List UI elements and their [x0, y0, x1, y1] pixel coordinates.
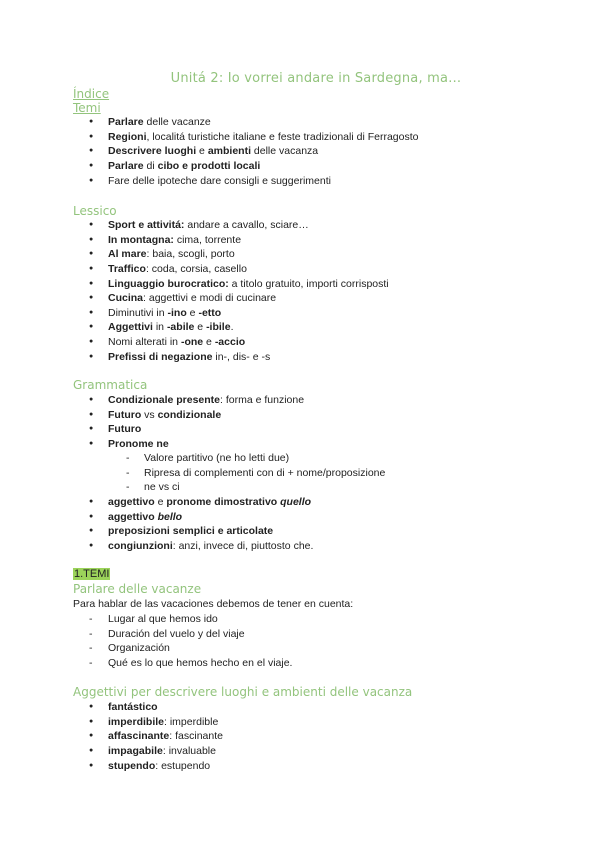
text-run: aggettivo — [108, 510, 158, 523]
text-run: : baia, scogli, porto — [146, 248, 235, 261]
parlare-heading: Parlare delle vacanze — [73, 582, 202, 596]
text-run: Parlare — [108, 159, 144, 172]
grammatica-item — [0, 495, 313, 510]
text-run: Sport e attivitá: — [108, 219, 185, 231]
text-run: cibo e prodotti locali — [157, 159, 261, 172]
text-run: In montagna: — [108, 233, 174, 246]
text-run: : invaluable — [162, 744, 216, 757]
text-run: Prefissi di negazione — [108, 350, 213, 363]
text-run: in — [152, 321, 167, 334]
text-run: e — [196, 145, 208, 158]
grammatica-list-a — [0, 393, 304, 452]
text-run: Diminutivi in — [108, 306, 168, 319]
lessico-item — [0, 320, 389, 335]
text-run: , localitá turistiche italiane e feste tradizionali di Ferragosto — [146, 130, 419, 143]
text-run: Aggettivi — [108, 321, 153, 334]
aggettivi-item — [0, 715, 223, 730]
section-temi-heading — [73, 567, 110, 581]
parlare-item: - Lugar al que hemos ido — [0, 612, 292, 627]
text-run: Condizionale presente — [108, 394, 221, 406]
text-run: bello — [157, 510, 183, 523]
text-run: -one — [180, 336, 204, 349]
parlare-item: - Organización — [0, 641, 292, 656]
text-run: Linguaggio burocratico: — [108, 277, 229, 290]
lessico-item — [0, 306, 389, 321]
text-run: : imperdible — [164, 715, 219, 728]
text-run: in-, dis- e -s — [212, 350, 271, 363]
text-run: fantástico — [108, 701, 158, 713]
text-run: : forma e funzione — [220, 394, 305, 406]
text-run: Fare delle ipoteche dare consigli e suggerimenti — [108, 174, 331, 187]
text-run: quello — [280, 496, 312, 508]
temi-item — [0, 115, 418, 130]
lessico-item — [0, 277, 389, 292]
parlare-list — [0, 612, 292, 671]
text-run: e — [154, 496, 167, 508]
grammatica-subitem: - ne vs ci — [0, 480, 385, 495]
text-run: stupendo — [108, 759, 156, 772]
text-run: -accio — [214, 336, 246, 349]
parlare-item: - Qué es lo que hemos hecho en el viaje. — [0, 656, 292, 671]
text-run: Futuro — [108, 423, 142, 436]
parlare-item: - Duración del vuelo y del viaje — [0, 627, 292, 642]
text-run: e — [203, 336, 215, 349]
text-run: Traffico — [108, 262, 146, 275]
text-run: Al mare — [108, 248, 147, 261]
grammatica-list-b — [0, 495, 313, 554]
grammatica-item — [0, 422, 304, 437]
aggettivi-list — [0, 700, 223, 773]
grammatica-subitem: - Valore partitivo (ne ho letti due) — [0, 451, 385, 466]
text-run: : aggettivi e modi di cucinare — [143, 292, 277, 305]
text-run: Cucina — [108, 292, 144, 305]
aggettivi-heading: Aggettivi per descrivere luoghi e ambienti delle vacanza — [73, 685, 413, 699]
text-run: affascinante — [108, 730, 170, 743]
text-run: di — [143, 159, 158, 172]
lessico-item — [0, 291, 389, 306]
text-run: Regioni — [108, 130, 147, 143]
lessico-item — [0, 262, 389, 277]
text-run: ambienti — [207, 145, 251, 158]
text-run: Pronome ne — [108, 437, 169, 450]
text-run: congiunzioni — [108, 539, 173, 552]
text-run: -abile — [166, 321, 195, 334]
grammatica-item — [0, 393, 304, 408]
grammatica-item — [0, 437, 304, 452]
text-run: andare a cavallo, sciare… — [184, 219, 309, 231]
lessico-item — [0, 350, 389, 365]
text-run: impagabile — [108, 744, 163, 757]
text-run: Nomi alterati in — [108, 336, 181, 349]
lessico-item — [0, 247, 389, 262]
temi-heading: Temi — [73, 101, 101, 115]
temi-item — [0, 174, 418, 189]
lessico-list — [0, 218, 389, 364]
temi-item — [0, 130, 418, 145]
grammatica-item — [0, 408, 304, 423]
grammatica-sublist — [0, 451, 385, 495]
text-run: Futuro — [108, 408, 142, 421]
text-run: preposizioni semplici e articolate — [108, 525, 274, 538]
lessico-item — [0, 233, 389, 248]
grammatica-item — [0, 524, 313, 539]
temi-item — [0, 159, 418, 174]
aggettivi-item — [0, 729, 223, 744]
text-run: e — [194, 321, 207, 334]
parlare-intro: Para hablar de las vacaciones debemos de tener en cuenta: — [73, 598, 354, 610]
text-run: Descrivere luoghi — [108, 145, 197, 158]
text-run: : anzi, invece di, piuttosto che. — [172, 539, 314, 552]
aggettivi-item — [0, 759, 223, 774]
temi-list — [0, 115, 418, 188]
text-run: -ibile — [206, 321, 231, 334]
text-run: : coda, corsia, casello — [145, 262, 247, 275]
lessico-heading: Lessico — [73, 204, 117, 218]
text-run: -ino — [167, 306, 187, 319]
text-run: Parlare — [108, 116, 144, 128]
text-run: aggettivo — [108, 496, 155, 508]
lessico-item — [0, 335, 389, 350]
text-run: e — [186, 306, 199, 319]
text-run: imperdibile — [108, 715, 165, 728]
text-run: a titolo gratuito, importi corrisposti — [228, 277, 389, 290]
section-temi-label: 1.TEMI — [74, 568, 110, 580]
text-run: vs — [141, 408, 158, 421]
aggettivi-item — [0, 700, 223, 715]
text-run: pronome dimostrativo — [166, 496, 281, 508]
text-run: : fascinante — [169, 730, 223, 743]
lessico-item — [0, 218, 389, 233]
text-run: condizionale — [157, 408, 222, 421]
text-run: . — [230, 321, 234, 334]
grammatica-subitem: - Ripresa di complementi con di + nome/proposizione — [0, 466, 385, 481]
page-title: Unitá 2: Io vorrei andare in Sardegna, ma… — [170, 71, 462, 86]
text-run: delle vacanze — [143, 116, 211, 128]
aggettivi-item — [0, 744, 223, 759]
indice-heading: Índice — [73, 87, 110, 101]
text-run: cima, torrente — [173, 233, 242, 246]
text-run: delle vacanza — [251, 145, 319, 158]
grammatica-heading: Grammatica — [73, 378, 148, 392]
grammatica-item — [0, 539, 313, 554]
temi-item — [0, 144, 418, 159]
text-run: -etto — [198, 306, 222, 319]
grammatica-item — [0, 510, 313, 525]
text-run: : estupendo — [155, 759, 211, 772]
